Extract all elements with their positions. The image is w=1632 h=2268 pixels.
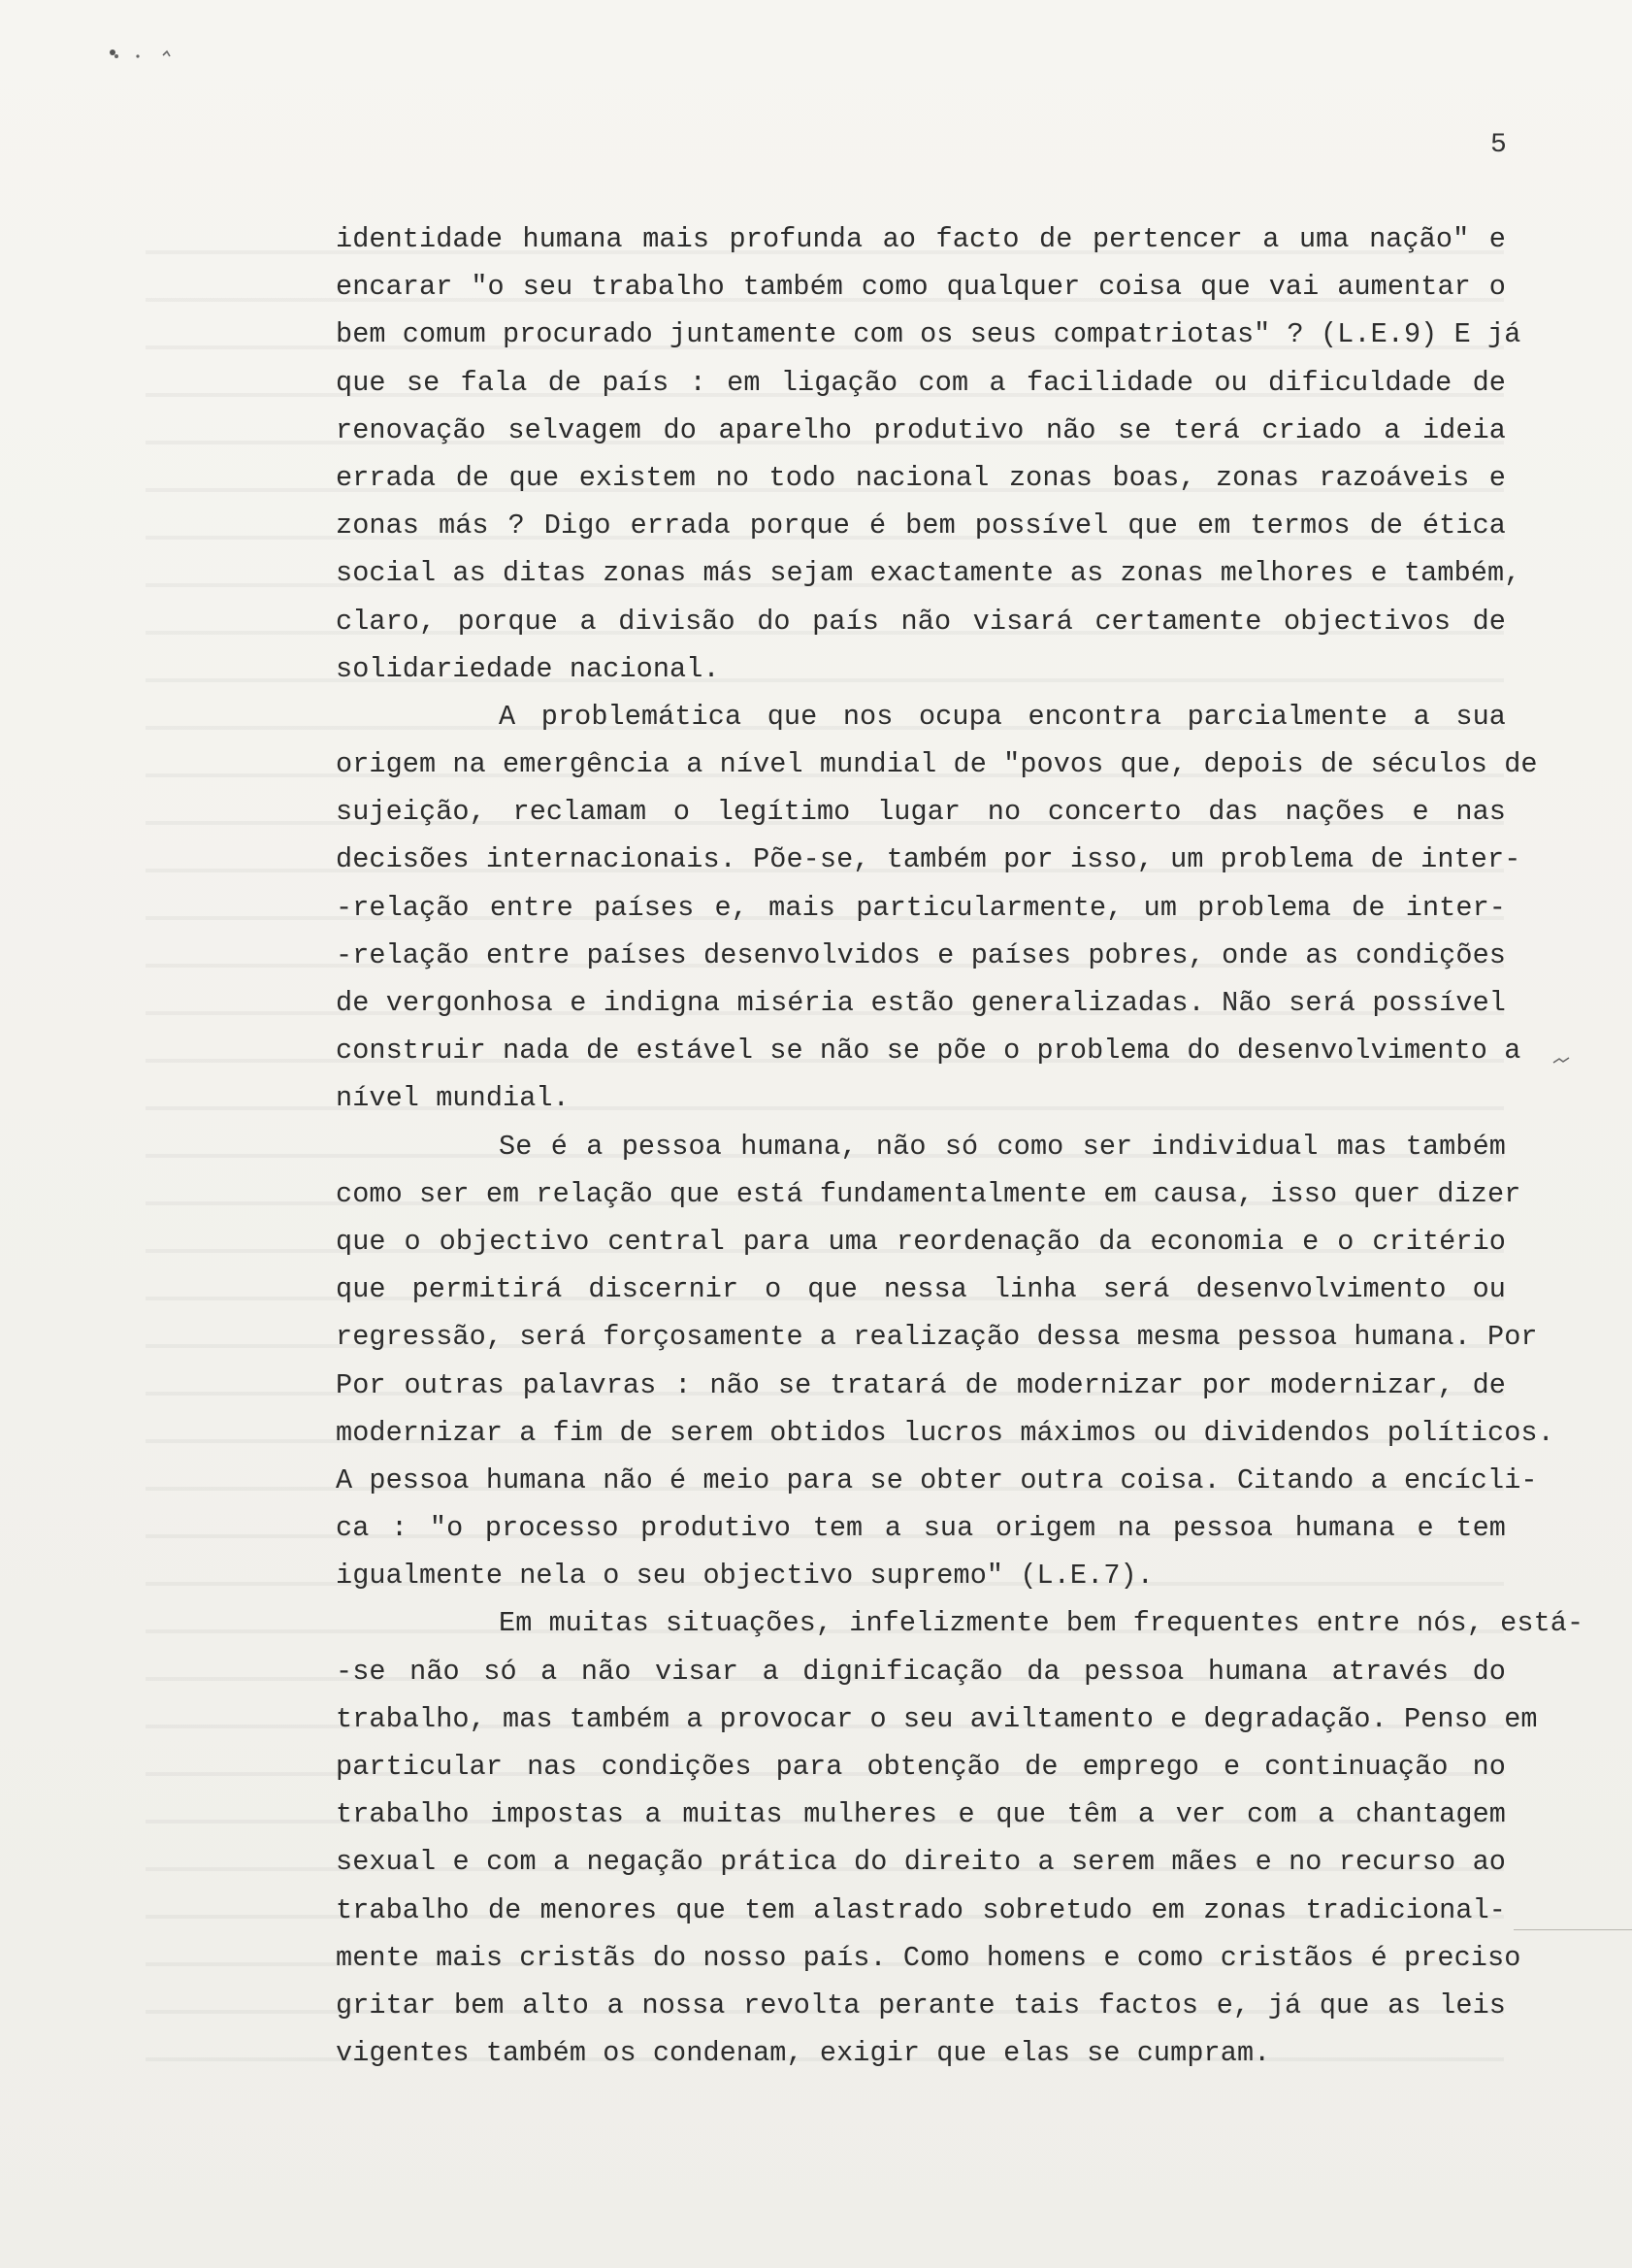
page-number: 5 xyxy=(1490,130,1507,160)
text-line: claro, porque a divisão do país não visará certamente objectivos de xyxy=(336,605,1506,638)
text-line: particular nas condições para obtenção de emprego e continuação no xyxy=(336,1751,1506,1783)
text-line: de vergonhosa e indigna miséria estão generalizadas. Não será possível xyxy=(336,987,1506,1019)
text-line: construir nada de estável se não se põe o problema do desenvolvimento a xyxy=(336,1035,1521,1068)
text-line: ca : "o processo produtivo tem a sua origem na pessoa humana e tem xyxy=(336,1512,1506,1545)
ink-specks xyxy=(107,39,243,68)
text-line: trabalho impostas a muitas mulheres e que têm a ver com a chantagem xyxy=(336,1798,1506,1831)
text-line: Em muitas situações, infelizmente bem frequentes entre nós, está- xyxy=(499,1607,1584,1640)
text-line: trabalho de menores que tem alastrado sobretudo em zonas tradicional- xyxy=(336,1893,1506,1926)
text-line: -relação entre países e, mais particularmente, um problema de inter- xyxy=(336,891,1506,924)
edge-rule xyxy=(1514,1929,1632,1930)
text-line: origem na emergência a nível mundial de "povos que, depois de séculos de xyxy=(336,748,1538,781)
text-line: renovação selvagem do aparelho produtivo não se terá criado a ideia xyxy=(336,413,1506,446)
text-line: modernizar a fim de serem obtidos lucros máximos ou dividendos políticos. xyxy=(336,1416,1554,1449)
text-line: regressão, será forçosamente a realização dessa mesma pessoa humana. Por xyxy=(336,1321,1538,1354)
text-line: encarar "o seu trabalho também como qualquer coisa que vai aumentar o xyxy=(336,271,1506,304)
text-line: sujeição, reclamam o legítimo lugar no concerto das nações e nas xyxy=(336,796,1506,829)
text-line: igualmente nela o seu objectivo supremo" (L.E.7). xyxy=(336,1560,1154,1593)
text-line: Por outras palavras : não se tratará de modernizar por modernizar, de xyxy=(336,1368,1506,1401)
margin-mark xyxy=(1552,1056,1570,1066)
text-line: errada de que existem no todo nacional zonas boas, zonas razoáveis e xyxy=(336,461,1506,494)
text-line: que se fala de país : em ligação com a facilidade ou dificuldade de xyxy=(336,366,1506,399)
text-line: -se não só a não visar a dignificação da pessoa humana através do xyxy=(336,1655,1506,1688)
text-line: nível mundial. xyxy=(336,1082,570,1115)
text-line: bem comum procurado juntamente com os seus compatriotas" ? (L.E.9) E já xyxy=(336,318,1521,351)
text-line: Se é a pessoa humana, não só como ser individual mas também xyxy=(499,1130,1506,1163)
text-line: A problemática que nos ocupa encontra parcialmente a sua xyxy=(499,700,1506,733)
text-line: sexual e com a negação prática do direito a serem mães e no recurso ao xyxy=(336,1846,1506,1879)
text-line: identidade humana mais profunda ao facto de pertencer a uma nação" e xyxy=(336,223,1506,255)
text-line: que o objectivo central para uma reordenação da economia e o critério xyxy=(336,1225,1506,1258)
text-line: mente mais cristãs do nosso país. Como homens e como cristãos é preciso xyxy=(336,1941,1521,1974)
text-line: social as ditas zonas más sejam exactamente as zonas melhores e também, xyxy=(336,557,1521,590)
text-line: gritar bem alto a nossa revolta perante tais factos e, já que as leis xyxy=(336,1989,1506,2021)
body-text xyxy=(336,215,1584,2077)
text-line: vigentes também os condenam, exigir que elas se cumpram. xyxy=(336,2037,1271,2070)
text-line: -relação entre países desenvolvidos e países pobres, onde as condições xyxy=(336,938,1506,971)
text-line: trabalho, mas também a provocar o seu aviltamento e degradação. Penso em xyxy=(336,1702,1538,1735)
text-line: solidariedade nacional. xyxy=(336,652,720,685)
text-line: que permitirá discernir o que nessa linha será desenvolvimento ou xyxy=(336,1273,1506,1306)
text-line: zonas más ? Digo errada porque é bem possível que em termos de ética xyxy=(336,509,1506,542)
text-line: decisões internacionais. Põe-se, também por isso, um problema de inter- xyxy=(336,843,1521,876)
text-line: A pessoa humana não é meio para se obter outra coisa. Citando a encícli- xyxy=(336,1463,1538,1496)
text-line: como ser em relação que está fundamentalmente em causa, isso quer dizer xyxy=(336,1177,1521,1210)
